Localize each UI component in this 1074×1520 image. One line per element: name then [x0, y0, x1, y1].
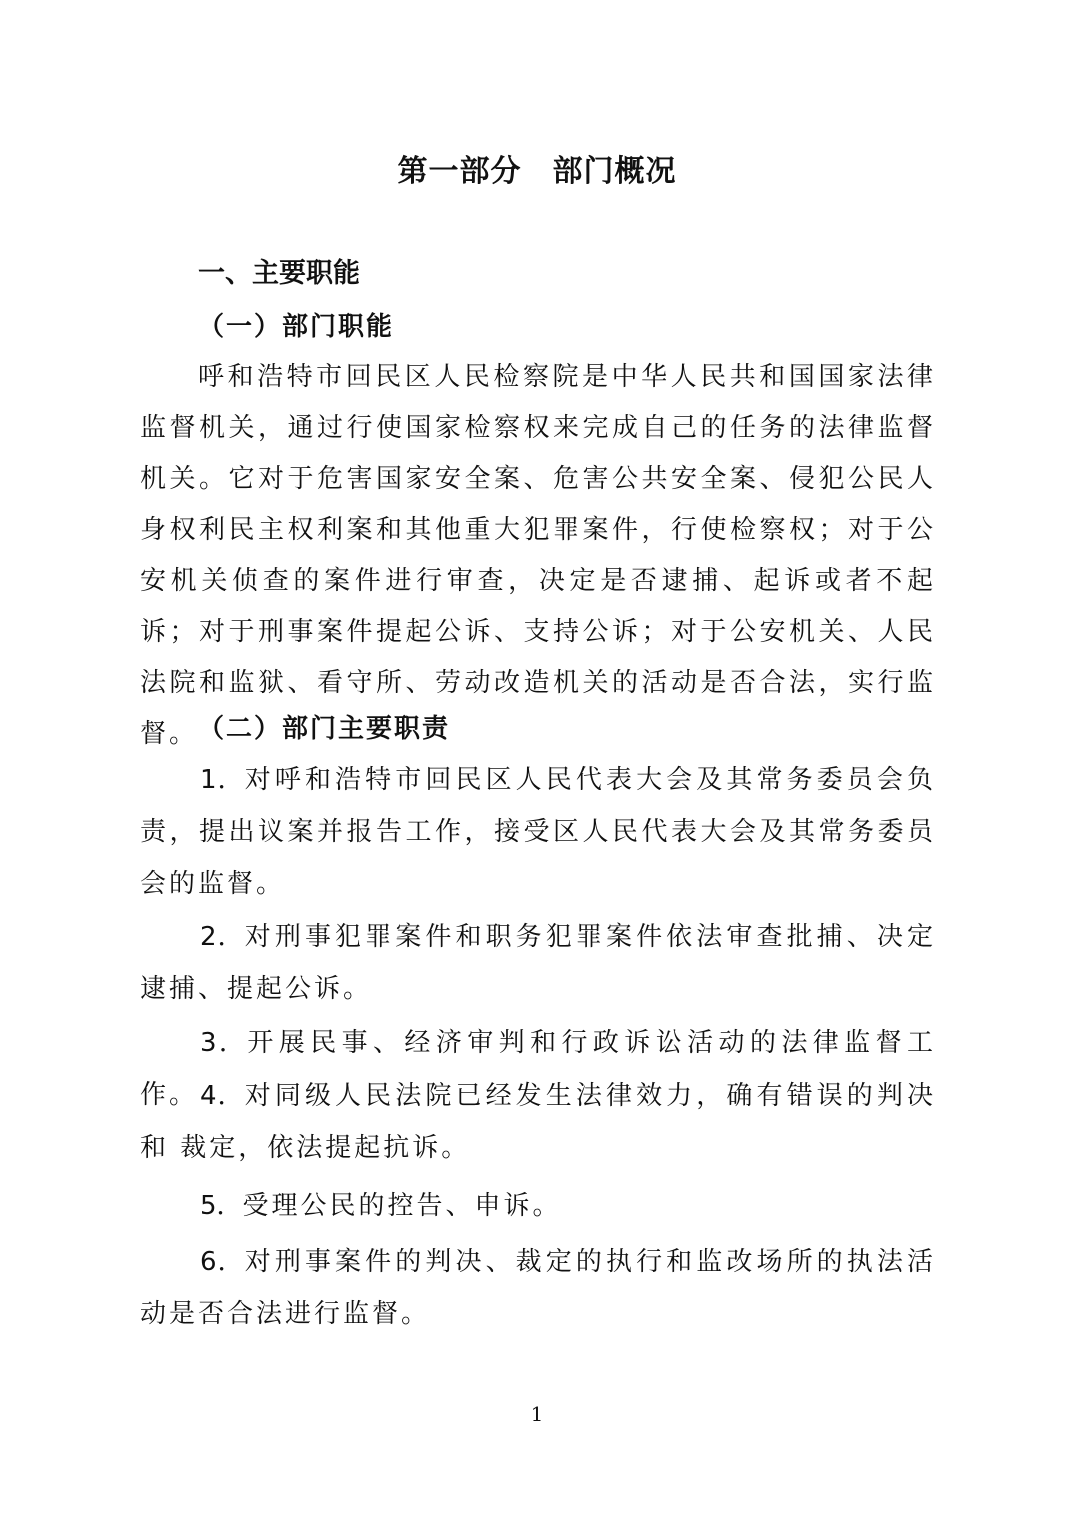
item-number: 2．	[200, 922, 245, 952]
responsibility-item	[140, 1180, 936, 1232]
item-text: 对同级人民法院已经发生法律效力，确有错误的判决和 裁定，依法提起抗诉。	[140, 1081, 936, 1163]
item-text: 对呼和浩特市回民区人民代表大会及其常务委员会负责，提出议案并报告工作，接受区人民代表大会及其常务委员会的监督。	[140, 765, 936, 899]
page-title: 第一部分 部门概况	[397, 154, 677, 189]
item-number: 5．	[200, 1191, 243, 1221]
page-number: 1	[530, 1402, 544, 1426]
item-text: 开展民事、经济审判和行政诉讼活动的法律监督工作。	[140, 1028, 936, 1110]
item-number: 3．	[200, 1028, 248, 1058]
item-number: 6．	[200, 1247, 245, 1277]
item-text: 受理公民的控告、申诉。	[242, 1191, 562, 1221]
responsibility-item	[140, 1070, 936, 1174]
item-number: 1．	[200, 765, 245, 795]
item-text: 对刑事犯罪案件和职务犯罪案件依法审查批捕、决定逮捕、提起公诉。	[140, 922, 936, 1004]
responsibility-item	[140, 754, 936, 910]
subsection-heading-department-functions: （一）部门职能	[198, 312, 395, 342]
responsibility-item	[140, 1236, 936, 1340]
department-functions-paragraph: 呼和浩特市回民区人民检察院是中华人民共和国国家法律监督机关，通过行使国家检察权来完成自己的任务的法律监督机关。它对于危害国家安全案、危害公共安全案、侵犯公民人身权利民主权利案和其他重大犯罪案件，行使检察权；对于公安机关侦查的案件进行审查，决定是否逮捕、起诉或者不起诉；对于刑事案件提起公诉、支持公诉；对于公安机关、人民法院和监狱、看守所、劳动改造机关的活动是否合法，实行监督。	[140, 362, 936, 749]
responsibility-item	[140, 911, 936, 1015]
item-number: 4．	[200, 1081, 245, 1111]
section-heading-main-functions: 一、主要职能	[198, 258, 360, 289]
subsection-heading-main-responsibilities: （二）部门主要职责	[198, 714, 451, 744]
item-text: 对刑事案件的判决、裁定的执行和监改场所的执法活动是否合法进行监督。	[140, 1247, 936, 1329]
